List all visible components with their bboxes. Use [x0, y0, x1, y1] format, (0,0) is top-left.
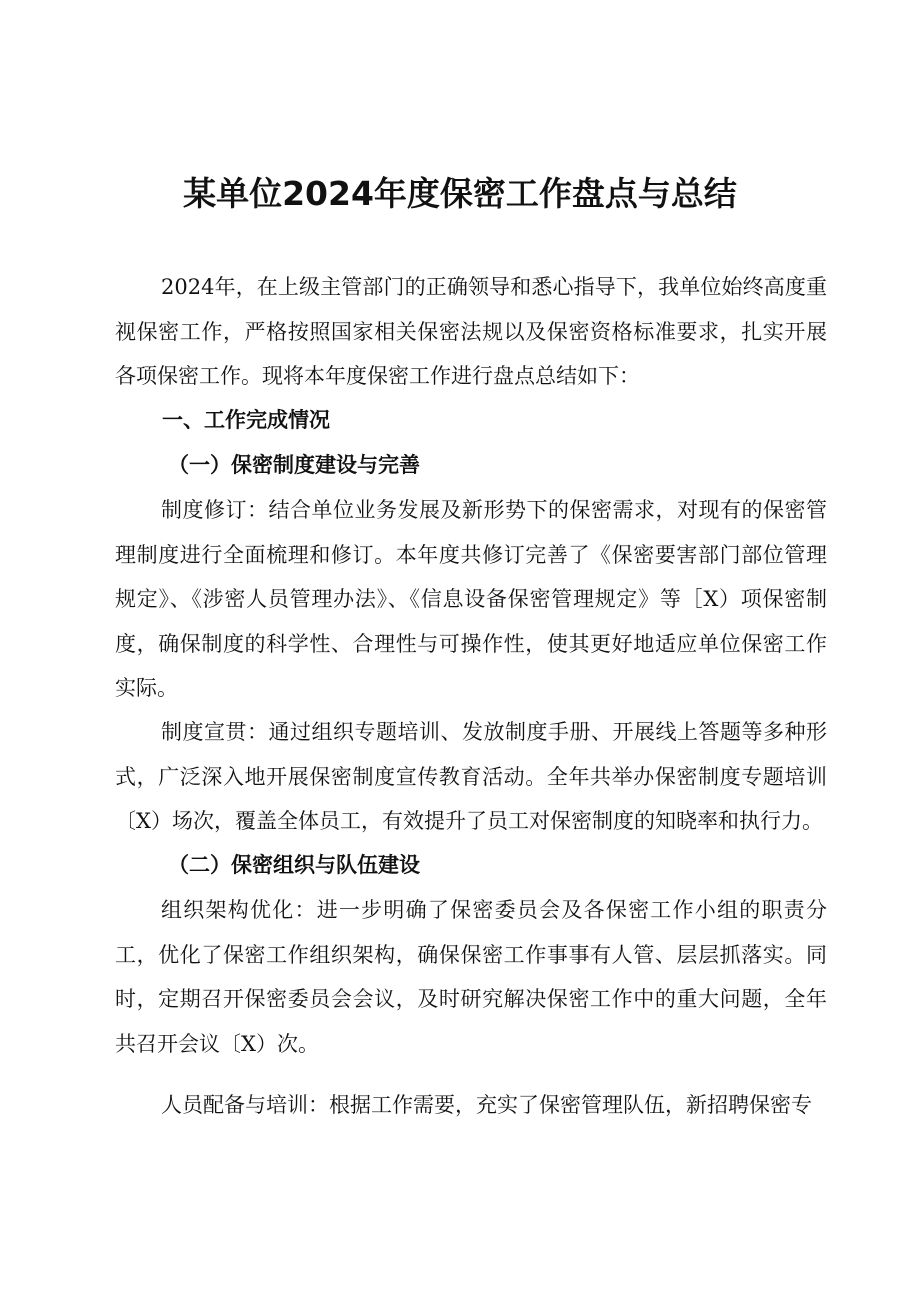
- section-heading-work-completion: 一、工作完成情况: [162, 407, 330, 432]
- intro-paragraph: 2024年，在上级主管部门的正确领导和悉心指导下，我单位始终高度重视保密工作，严格按照国家相关保密法规以及保密资格标准要求，扎实开展各项保密工作。现将本年度保密工作进行盘点总结如下：: [115, 275, 827, 388]
- paragraph-organization-optimization: 组织架构优化：进一步明确了保密委员会及各保密工作小组的职责分工，优化了保密工作组织架构，确保保密工作事事有人管、层层抓落实。同时，定期召开保密委员会会议，及时研究解决保密工作中的重大问题，全年共召开会议〔X）次。: [115, 898, 827, 1056]
- paragraph-staffing-training: 人员配备与培训：根据工作需要，充实了保密管理队伍，新招聘保密专: [161, 1093, 812, 1117]
- paragraph-system-publicity: 制度宣贯：通过组织专题培训、发放制度手册、开展线上答题等多种形式，广泛深入地开展保密制度宣传教育活动。全年共举办保密制度专题培训〔X）场次，覆盖全体员工，有效提升了员工对保密制度的知晓率和执行力。: [115, 720, 827, 833]
- document-title: 某单位2024年度保密工作盘点与总结: [183, 174, 737, 213]
- subsection-heading-system-building: （一）保密制度建设与完善: [168, 452, 420, 477]
- paragraph-system-revision: 制度修订：结合单位业务发展及新形势下的保密需求，对现有的保密管理制度进行全面梳理和修订。本年度共修订完善了《保密要害部门部位管理规定》、《涉密人员管理办法》、《信息设备保密管理规定》等［X）项保密制度，确保制度的科学性、合理性与可操作性，使其更好地适应单位保密工作实际。: [115, 498, 827, 700]
- subsection-heading-organization: （二）保密组织与队伍建设: [168, 852, 420, 877]
